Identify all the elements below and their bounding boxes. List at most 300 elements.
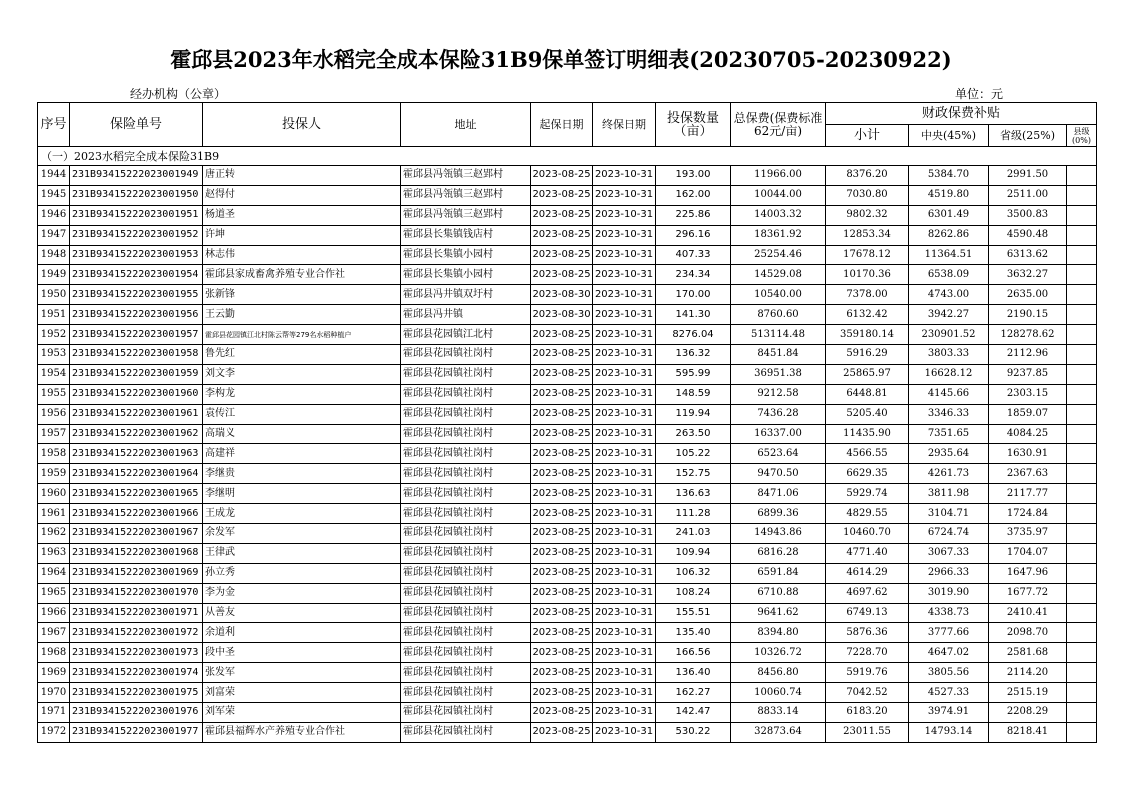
premium-cell: 9212.58 [731, 384, 826, 404]
county-cell [1067, 484, 1097, 504]
address-cell: 霍邱县花园镇社岗村 [401, 683, 531, 703]
provincial-cell: 3632.27 [989, 265, 1067, 285]
insured-cell: 段中圣 [203, 643, 401, 663]
county-cell [1067, 345, 1097, 365]
subtotal-cell: 5205.40 [826, 404, 909, 424]
end-date-cell: 2023-10-31 [593, 384, 656, 404]
address-cell: 霍邱县花园镇社岗村 [401, 583, 531, 603]
policy-no-cell: 231B93415222023001956 [70, 305, 203, 325]
premium-cell: 10044.00 [731, 185, 826, 205]
policy-no-cell: 231B93415222023001974 [70, 663, 203, 683]
start-date-cell: 2023-08-25 [531, 643, 593, 663]
central-cell: 14793.14 [909, 722, 989, 742]
end-date-cell: 2023-10-31 [593, 543, 656, 563]
premium-cell: 8451.84 [731, 345, 826, 365]
start-date-cell: 2023-08-25 [531, 603, 593, 623]
address-cell: 霍邱县花园镇社岗村 [401, 722, 531, 742]
central-cell: 4527.33 [909, 683, 989, 703]
start-date-cell: 2023-08-25 [531, 722, 593, 742]
policy-no-cell: 231B93415222023001969 [70, 563, 203, 583]
county-cell [1067, 265, 1097, 285]
end-date-cell: 2023-10-31 [593, 305, 656, 325]
address-cell: 霍邱县长集镇钱店村 [401, 225, 531, 245]
col-header-insured: 投保人 [203, 103, 401, 147]
table-row [38, 563, 1097, 583]
insured-cell: 张发军 [203, 663, 401, 683]
address-cell: 霍邱县花园镇社岗村 [401, 623, 531, 643]
county-cell [1067, 703, 1097, 723]
premium-cell: 8760.60 [731, 305, 826, 325]
address-cell: 霍邱县冯瓴镇三赵郢村 [401, 185, 531, 205]
seq-cell: 1947 [38, 225, 70, 245]
end-date-cell: 2023-10-31 [593, 205, 656, 225]
address-cell: 霍邱县冯瓴镇三赵郢村 [401, 205, 531, 225]
end-date-cell: 2023-10-31 [593, 245, 656, 265]
county-cell [1067, 325, 1097, 345]
address-cell: 霍邱县花园镇社岗村 [401, 643, 531, 663]
premium-cell: 8456.80 [731, 663, 826, 683]
seq-cell: 1949 [38, 265, 70, 285]
quantity-cell: 105.22 [656, 444, 731, 464]
provincial-cell: 2367.63 [989, 464, 1067, 484]
county-cell [1067, 643, 1097, 663]
premium-cell: 10326.72 [731, 643, 826, 663]
start-date-cell: 2023-08-25 [531, 384, 593, 404]
county-cell [1067, 166, 1097, 186]
table-row [38, 722, 1097, 742]
address-cell: 霍邱县花园镇社岗村 [401, 424, 531, 444]
start-date-cell: 2023-08-25 [531, 345, 593, 365]
county-cell [1067, 185, 1097, 205]
quantity-cell: 166.56 [656, 643, 731, 663]
address-cell: 霍邱县冯瓴镇三赵郢村 [401, 166, 531, 186]
table-row [38, 404, 1097, 424]
seq-cell: 1944 [38, 166, 70, 186]
policy-no-cell: 231B93415222023001967 [70, 524, 203, 544]
document-title: 霍邱县2023年水稻完全成本保险31B9保单签订明细表(20230705-20230922) [170, 47, 952, 72]
col-header-end-date: 终保日期 [593, 103, 656, 147]
table-row [38, 265, 1097, 285]
provincial-cell: 3735.97 [989, 524, 1067, 544]
quantity-cell: 407.33 [656, 245, 731, 265]
seq-cell: 1965 [38, 583, 70, 603]
policy-no-cell: 231B93415222023001950 [70, 185, 203, 205]
policy-no-cell: 231B93415222023001966 [70, 504, 203, 524]
insured-cell: 从善友 [203, 603, 401, 623]
policy-no-cell: 231B93415222023001963 [70, 444, 203, 464]
provincial-cell: 1677.72 [989, 583, 1067, 603]
premium-cell: 25254.46 [731, 245, 826, 265]
seq-cell: 1962 [38, 524, 70, 544]
premium-cell: 8394.80 [731, 623, 826, 643]
quantity-cell: 296.16 [656, 225, 731, 245]
seq-cell: 1966 [38, 603, 70, 623]
table-row [38, 444, 1097, 464]
quantity-cell: 106.32 [656, 563, 731, 583]
provincial-cell: 2515.19 [989, 683, 1067, 703]
quantity-cell: 8276.04 [656, 325, 731, 345]
address-cell: 霍邱县花园镇社岗村 [401, 384, 531, 404]
county-cell [1067, 444, 1097, 464]
table-row [38, 504, 1097, 524]
policy-no-cell: 231B93415222023001949 [70, 166, 203, 186]
provincial-cell: 2511.00 [989, 185, 1067, 205]
address-cell: 霍邱县长集镇小园村 [401, 265, 531, 285]
insured-cell: 袁传江 [203, 404, 401, 424]
central-cell: 3019.90 [909, 583, 989, 603]
seq-cell: 1969 [38, 663, 70, 683]
end-date-cell: 2023-10-31 [593, 683, 656, 703]
address-cell: 霍邱县长集镇小园村 [401, 245, 531, 265]
policy-no-cell: 231B93415222023001953 [70, 245, 203, 265]
table-row [38, 603, 1097, 623]
end-date-cell: 2023-10-31 [593, 643, 656, 663]
start-date-cell: 2023-08-25 [531, 543, 593, 563]
start-date-cell: 2023-08-25 [531, 464, 593, 484]
central-cell: 6538.09 [909, 265, 989, 285]
start-date-cell: 2023-08-25 [531, 524, 593, 544]
subtotal-cell: 4829.55 [826, 504, 909, 524]
premium-cell: 10060.74 [731, 683, 826, 703]
start-date-cell: 2023-08-25 [531, 364, 593, 384]
end-date-cell: 2023-10-31 [593, 524, 656, 544]
end-date-cell: 2023-10-31 [593, 703, 656, 723]
start-date-cell: 2023-08-25 [531, 583, 593, 603]
table-row [38, 166, 1097, 186]
col-header-start-date: 起保日期 [531, 103, 593, 147]
address-cell: 霍邱县花园镇江北村 [401, 325, 531, 345]
end-date-cell: 2023-10-31 [593, 464, 656, 484]
provincial-cell: 6313.62 [989, 245, 1067, 265]
seq-cell: 1968 [38, 643, 70, 663]
provincial-cell: 2112.96 [989, 345, 1067, 365]
address-cell: 霍邱县花园镇社岗村 [401, 464, 531, 484]
provincial-cell: 2303.15 [989, 384, 1067, 404]
insured-cell: 王云勤 [203, 305, 401, 325]
seq-cell: 1956 [38, 404, 70, 424]
policy-no-cell: 231B93415222023001951 [70, 205, 203, 225]
premium-cell: 6710.88 [731, 583, 826, 603]
county-cell [1067, 683, 1097, 703]
subtotal-cell: 11435.90 [826, 424, 909, 444]
policy-no-cell: 231B93415222023001973 [70, 643, 203, 663]
subtotal-cell: 23011.55 [826, 722, 909, 742]
table-row [38, 205, 1097, 225]
central-cell: 230901.52 [909, 325, 989, 345]
county-cell [1067, 464, 1097, 484]
central-cell: 5384.70 [909, 166, 989, 186]
central-cell: 2935.64 [909, 444, 989, 464]
policy-no-cell: 231B93415222023001959 [70, 364, 203, 384]
seq-cell: 1946 [38, 205, 70, 225]
end-date-cell: 2023-10-31 [593, 484, 656, 504]
seq-cell: 1960 [38, 484, 70, 504]
quantity-cell: 136.32 [656, 345, 731, 365]
policy-no-cell: 231B93415222023001955 [70, 285, 203, 305]
quantity-cell: 241.03 [656, 524, 731, 544]
county-cell [1067, 384, 1097, 404]
policy-no-cell: 231B93415222023001960 [70, 384, 203, 404]
policy-no-cell: 231B93415222023001961 [70, 404, 203, 424]
table-row [38, 325, 1097, 345]
subtotal-cell: 4566.55 [826, 444, 909, 464]
start-date-cell: 2023-08-25 [531, 205, 593, 225]
central-cell: 2966.33 [909, 563, 989, 583]
premium-cell: 6591.84 [731, 563, 826, 583]
central-cell: 3346.33 [909, 404, 989, 424]
premium-cell: 14943.86 [731, 524, 826, 544]
end-date-cell: 2023-10-31 [593, 166, 656, 186]
subtotal-cell: 7378.00 [826, 285, 909, 305]
central-cell: 6724.74 [909, 524, 989, 544]
county-cell [1067, 722, 1097, 742]
col-header-subtotal: 小计 [826, 125, 909, 147]
subtotal-cell: 8376.20 [826, 166, 909, 186]
seq-cell: 1964 [38, 563, 70, 583]
address-cell: 霍邱县花园镇社岗村 [401, 563, 531, 583]
subtotal-cell: 6749.13 [826, 603, 909, 623]
col-header-policy-no: 保险单号 [70, 103, 203, 147]
address-cell: 霍邱县花园镇社岗村 [401, 484, 531, 504]
insured-cell: 刘文李 [203, 364, 401, 384]
provincial-cell: 2208.29 [989, 703, 1067, 723]
seq-cell: 1971 [38, 703, 70, 723]
central-cell: 16628.12 [909, 364, 989, 384]
start-date-cell: 2023-08-25 [531, 166, 593, 186]
subtotal-cell: 9802.32 [826, 205, 909, 225]
table-row [38, 524, 1097, 544]
provincial-cell: 1630.91 [989, 444, 1067, 464]
table-row [38, 484, 1097, 504]
provincial-cell: 2098.70 [989, 623, 1067, 643]
seq-cell: 1948 [38, 245, 70, 265]
quantity-cell: 142.47 [656, 703, 731, 723]
quantity-cell: 162.27 [656, 683, 731, 703]
premium-cell: 10540.00 [731, 285, 826, 305]
county-cell [1067, 623, 1097, 643]
insured-cell: 刘富荣 [203, 683, 401, 703]
end-date-cell: 2023-10-31 [593, 603, 656, 623]
start-date-cell: 2023-08-25 [531, 325, 593, 345]
quantity-cell: 162.00 [656, 185, 731, 205]
quantity-cell: 135.40 [656, 623, 731, 643]
quantity-cell: 136.63 [656, 484, 731, 504]
quantity-cell: 111.28 [656, 504, 731, 524]
quantity-cell: 109.94 [656, 543, 731, 563]
provincial-cell: 3500.83 [989, 205, 1067, 225]
insured-cell: 孙立秀 [203, 563, 401, 583]
subtotal-cell: 5916.29 [826, 345, 909, 365]
provincial-cell: 2117.77 [989, 484, 1067, 504]
table-row [38, 345, 1097, 365]
subtotal-cell: 10170.36 [826, 265, 909, 285]
central-cell: 4647.02 [909, 643, 989, 663]
quantity-cell: 119.94 [656, 404, 731, 424]
insured-cell: 高瑞义 [203, 424, 401, 444]
table-row [38, 424, 1097, 444]
end-date-cell: 2023-10-31 [593, 285, 656, 305]
table-row [38, 623, 1097, 643]
section-label: （一）2023水稻完全成本保险31B9 [38, 147, 1097, 166]
insured-cell: 李构龙 [203, 384, 401, 404]
start-date-cell: 2023-08-25 [531, 663, 593, 683]
subtotal-cell: 6183.20 [826, 703, 909, 723]
premium-cell: 14529.08 [731, 265, 826, 285]
premium-cell: 36951.38 [731, 364, 826, 384]
table-row [38, 543, 1097, 563]
provincial-cell: 1704.07 [989, 543, 1067, 563]
seq-cell: 1959 [38, 464, 70, 484]
county-cell [1067, 305, 1097, 325]
table-row [38, 285, 1097, 305]
start-date-cell: 2023-08-25 [531, 265, 593, 285]
provincial-cell: 2410.41 [989, 603, 1067, 623]
provincial-cell: 2114.20 [989, 663, 1067, 683]
col-header-central: 中央(45%) [909, 125, 989, 147]
policy-no-cell: 231B93415222023001976 [70, 703, 203, 723]
start-date-cell: 2023-08-25 [531, 404, 593, 424]
quantity-cell: 148.59 [656, 384, 731, 404]
address-cell: 霍邱县冯井镇 [401, 305, 531, 325]
policy-no-cell: 231B93415222023001975 [70, 683, 203, 703]
central-cell: 7351.65 [909, 424, 989, 444]
col-header-provincial: 省级(25%) [989, 125, 1067, 147]
central-cell: 4519.80 [909, 185, 989, 205]
insured-cell: 余道利 [203, 623, 401, 643]
table-row [38, 683, 1097, 703]
seq-cell: 1952 [38, 325, 70, 345]
quantity-cell: 108.24 [656, 583, 731, 603]
county-cell [1067, 543, 1097, 563]
insured-cell: 王成龙 [203, 504, 401, 524]
county-cell [1067, 285, 1097, 305]
quantity-cell: 263.50 [656, 424, 731, 444]
central-cell: 3104.71 [909, 504, 989, 524]
subtotal-cell: 12853.34 [826, 225, 909, 245]
end-date-cell: 2023-10-31 [593, 345, 656, 365]
county-cell [1067, 364, 1097, 384]
seq-cell: 1972 [38, 722, 70, 742]
seq-cell: 1961 [38, 504, 70, 524]
table-row [38, 703, 1097, 723]
provincial-cell: 2635.00 [989, 285, 1067, 305]
quantity-cell: 193.00 [656, 166, 731, 186]
provincial-cell: 4590.48 [989, 225, 1067, 245]
provincial-cell: 2991.50 [989, 166, 1067, 186]
subtotal-cell: 7228.70 [826, 643, 909, 663]
central-cell: 3811.98 [909, 484, 989, 504]
seq-cell: 1957 [38, 424, 70, 444]
subtotal-cell: 4697.62 [826, 583, 909, 603]
table-row [38, 464, 1097, 484]
start-date-cell: 2023-08-25 [531, 563, 593, 583]
table-row [38, 583, 1097, 603]
central-cell: 8262.86 [909, 225, 989, 245]
end-date-cell: 2023-10-31 [593, 265, 656, 285]
start-date-cell: 2023-08-25 [531, 424, 593, 444]
quantity-cell: 225.86 [656, 205, 731, 225]
address-cell: 霍邱县花园镇社岗村 [401, 504, 531, 524]
col-header-premium: 总保费(保费标准62元/亩) [731, 103, 826, 147]
county-cell [1067, 524, 1097, 544]
seq-cell: 1951 [38, 305, 70, 325]
policy-table [37, 102, 1097, 743]
seq-cell: 1945 [38, 185, 70, 205]
table-row [38, 245, 1097, 265]
county-cell [1067, 424, 1097, 444]
subtotal-cell: 10460.70 [826, 524, 909, 544]
quantity-cell: 595.99 [656, 364, 731, 384]
col-header-quantity: 投保数量（亩） [656, 103, 731, 147]
subtotal-cell: 6629.35 [826, 464, 909, 484]
end-date-cell: 2023-10-31 [593, 444, 656, 464]
insured-cell: 刘军荣 [203, 703, 401, 723]
premium-cell: 32873.64 [731, 722, 826, 742]
seq-cell: 1963 [38, 543, 70, 563]
seq-cell: 1954 [38, 364, 70, 384]
insured-cell: 高建祥 [203, 444, 401, 464]
county-cell [1067, 563, 1097, 583]
county-cell [1067, 225, 1097, 245]
premium-cell: 11966.00 [731, 166, 826, 186]
central-cell: 3777.66 [909, 623, 989, 643]
table-row [38, 305, 1097, 325]
county-cell [1067, 583, 1097, 603]
address-cell: 霍邱县花园镇社岗村 [401, 663, 531, 683]
table-row [38, 643, 1097, 663]
premium-cell: 7436.28 [731, 404, 826, 424]
subtotal-cell: 25865.97 [826, 364, 909, 384]
insured-cell: 李为金 [203, 583, 401, 603]
premium-cell: 8833.14 [731, 703, 826, 723]
insured-cell: 张新锋 [203, 285, 401, 305]
subtotal-cell: 5919.76 [826, 663, 909, 683]
premium-cell: 18361.92 [731, 225, 826, 245]
county-cell [1067, 404, 1097, 424]
insured-cell: 余发军 [203, 524, 401, 544]
subtotal-cell: 5929.74 [826, 484, 909, 504]
end-date-cell: 2023-10-31 [593, 663, 656, 683]
insured-cell: 赵得付 [203, 185, 401, 205]
policy-no-cell: 231B93415222023001962 [70, 424, 203, 444]
premium-cell: 513114.48 [731, 325, 826, 345]
central-cell: 3803.33 [909, 345, 989, 365]
subtotal-cell: 4614.29 [826, 563, 909, 583]
insured-cell: 霍邱县花园镇江北村陈云帮等279名水稻种植户 [203, 325, 401, 345]
provincial-cell: 9237.85 [989, 364, 1067, 384]
subtotal-cell: 6132.42 [826, 305, 909, 325]
provincial-cell: 1647.96 [989, 563, 1067, 583]
central-cell: 3805.56 [909, 663, 989, 683]
quantity-cell: 155.51 [656, 603, 731, 623]
county-cell [1067, 603, 1097, 623]
policy-no-cell: 231B93415222023001968 [70, 543, 203, 563]
address-cell: 霍邱县花园镇社岗村 [401, 345, 531, 365]
county-cell [1067, 205, 1097, 225]
policy-no-cell: 231B93415222023001964 [70, 464, 203, 484]
start-date-cell: 2023-08-25 [531, 683, 593, 703]
end-date-cell: 2023-10-31 [593, 364, 656, 384]
central-cell: 4743.00 [909, 285, 989, 305]
col-header-seq: 序号 [38, 103, 70, 147]
end-date-cell: 2023-10-31 [593, 563, 656, 583]
subtotal-cell: 7042.52 [826, 683, 909, 703]
policy-no-cell: 231B93415222023001957 [70, 325, 203, 345]
insured-cell: 霍邱县家成畜禽养殖专业合作社 [203, 265, 401, 285]
policy-no-cell: 231B93415222023001954 [70, 265, 203, 285]
central-cell: 11364.51 [909, 245, 989, 265]
premium-cell: 6899.36 [731, 504, 826, 524]
